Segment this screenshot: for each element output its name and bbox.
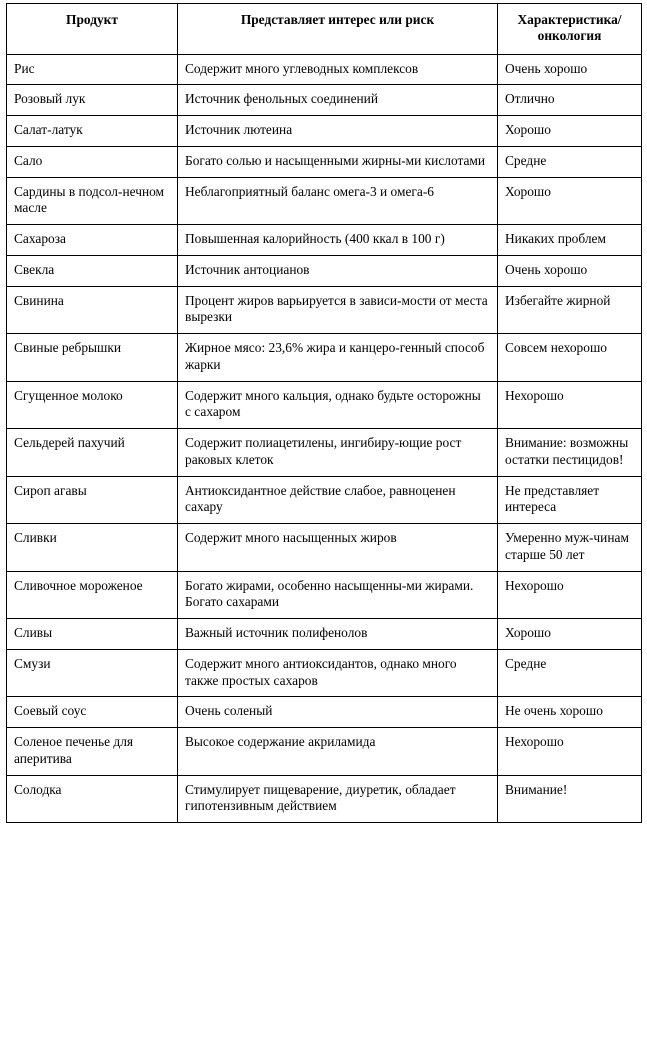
cell-interest: Содержит полиацетилены, ингибиру-ющие рост раковых клеток — [178, 429, 498, 477]
cell-product: Соленое печенье для аперитива — [7, 728, 178, 776]
cell-character: Средне — [498, 146, 642, 177]
cell-product: Сгущенное молоко — [7, 381, 178, 429]
cell-product: Сахароза — [7, 225, 178, 256]
cell-character: Внимание! — [498, 775, 642, 823]
cell-character: Никаких проблем — [498, 225, 642, 256]
table-row — [7, 85, 642, 116]
cell-interest: Процент жиров варьируется в зависи-мости от места вырезки — [178, 286, 498, 334]
cell-product: Свинина — [7, 286, 178, 334]
cell-product: Солодка — [7, 775, 178, 823]
cell-interest: Жирное мясо: 23,6% жира и канцеро-генный способ жарки — [178, 334, 498, 382]
cell-product: Розовый лук — [7, 85, 178, 116]
cell-character: Избегайте жирной — [498, 286, 642, 334]
cell-interest: Высокое содержание акриламида — [178, 728, 498, 776]
cell-interest: Неблагоприятный баланс омега-3 и омега-6 — [178, 177, 498, 225]
cell-interest: Источник антоцианов — [178, 255, 498, 286]
cell-interest: Повышенная калорийность (400 ккал в 100 г) — [178, 225, 498, 256]
cell-interest: Богато жирами, особенно насыщенны-ми жирами. Богато сахарами — [178, 571, 498, 619]
cell-interest: Стимулирует пищеварение, диуретик, обладает гипотензивным действием — [178, 775, 498, 823]
cell-product: Салат-латук — [7, 116, 178, 147]
table-row — [7, 225, 642, 256]
table-row — [7, 429, 642, 477]
cell-product: Свиные ребрышки — [7, 334, 178, 382]
cell-product: Сельдерей пахучий — [7, 429, 178, 477]
cell-character: Отлично — [498, 85, 642, 116]
cell-character: Умеренно муж-чинам старше 50 лет — [498, 524, 642, 572]
table-row — [7, 177, 642, 225]
food-risk-table — [6, 3, 642, 823]
table-body — [7, 54, 642, 823]
cell-product: Сироп агавы — [7, 476, 178, 524]
cell-character: Очень хорошо — [498, 255, 642, 286]
cell-character: Совсем нехорошо — [498, 334, 642, 382]
column-header-product: Продукт — [7, 4, 178, 55]
cell-product: Смузи — [7, 649, 178, 697]
cell-character: Нехорошо — [498, 728, 642, 776]
cell-interest: Важный источник полифенолов — [178, 619, 498, 650]
table-row — [7, 286, 642, 334]
table-header — [7, 4, 642, 55]
table-row — [7, 697, 642, 728]
cell-product: Сливы — [7, 619, 178, 650]
cell-product: Свекла — [7, 255, 178, 286]
cell-interest: Содержит много антиоксидантов, однако много также простых сахаров — [178, 649, 498, 697]
cell-character: Средне — [498, 649, 642, 697]
table-row — [7, 728, 642, 776]
table-row — [7, 571, 642, 619]
column-header-character: Характеристика/ онкология — [498, 4, 642, 55]
cell-character: Не представляет интереса — [498, 476, 642, 524]
cell-character: Хорошо — [498, 177, 642, 225]
cell-interest: Очень соленый — [178, 697, 498, 728]
table-row — [7, 649, 642, 697]
table-row — [7, 476, 642, 524]
cell-interest: Содержит много углеводных комплексов — [178, 54, 498, 85]
table-row — [7, 381, 642, 429]
cell-product: Сливочное мороженое — [7, 571, 178, 619]
cell-product: Рис — [7, 54, 178, 85]
table-row — [7, 54, 642, 85]
table-row — [7, 334, 642, 382]
cell-character: Внимание: возможны остатки пестицидов! — [498, 429, 642, 477]
cell-interest: Содержит много насыщенных жиров — [178, 524, 498, 572]
table-row — [7, 146, 642, 177]
cell-character: Хорошо — [498, 116, 642, 147]
table-row — [7, 116, 642, 147]
cell-character: Хорошо — [498, 619, 642, 650]
column-header-interest: Представляет интерес или риск — [178, 4, 498, 55]
cell-character: Нехорошо — [498, 571, 642, 619]
cell-interest: Источник фенольных соединений — [178, 85, 498, 116]
table-row — [7, 255, 642, 286]
cell-product: Сливки — [7, 524, 178, 572]
cell-product: Сало — [7, 146, 178, 177]
cell-interest: Источник лютеина — [178, 116, 498, 147]
cell-character: Нехорошо — [498, 381, 642, 429]
table-row — [7, 524, 642, 572]
table-row — [7, 619, 642, 650]
cell-character: Не очень хорошо — [498, 697, 642, 728]
cell-interest: Содержит много кальция, однако будьте осторожны с сахаром — [178, 381, 498, 429]
cell-product: Соевый соус — [7, 697, 178, 728]
table-header-row — [7, 4, 642, 55]
cell-interest: Антиоксидантное действие слабое, равноценен сахару — [178, 476, 498, 524]
table-row — [7, 775, 642, 823]
cell-interest: Богато солью и насыщенными жирны-ми кислотами — [178, 146, 498, 177]
cell-character: Очень хорошо — [498, 54, 642, 85]
cell-product: Сардины в подсол-нечном масле — [7, 177, 178, 225]
